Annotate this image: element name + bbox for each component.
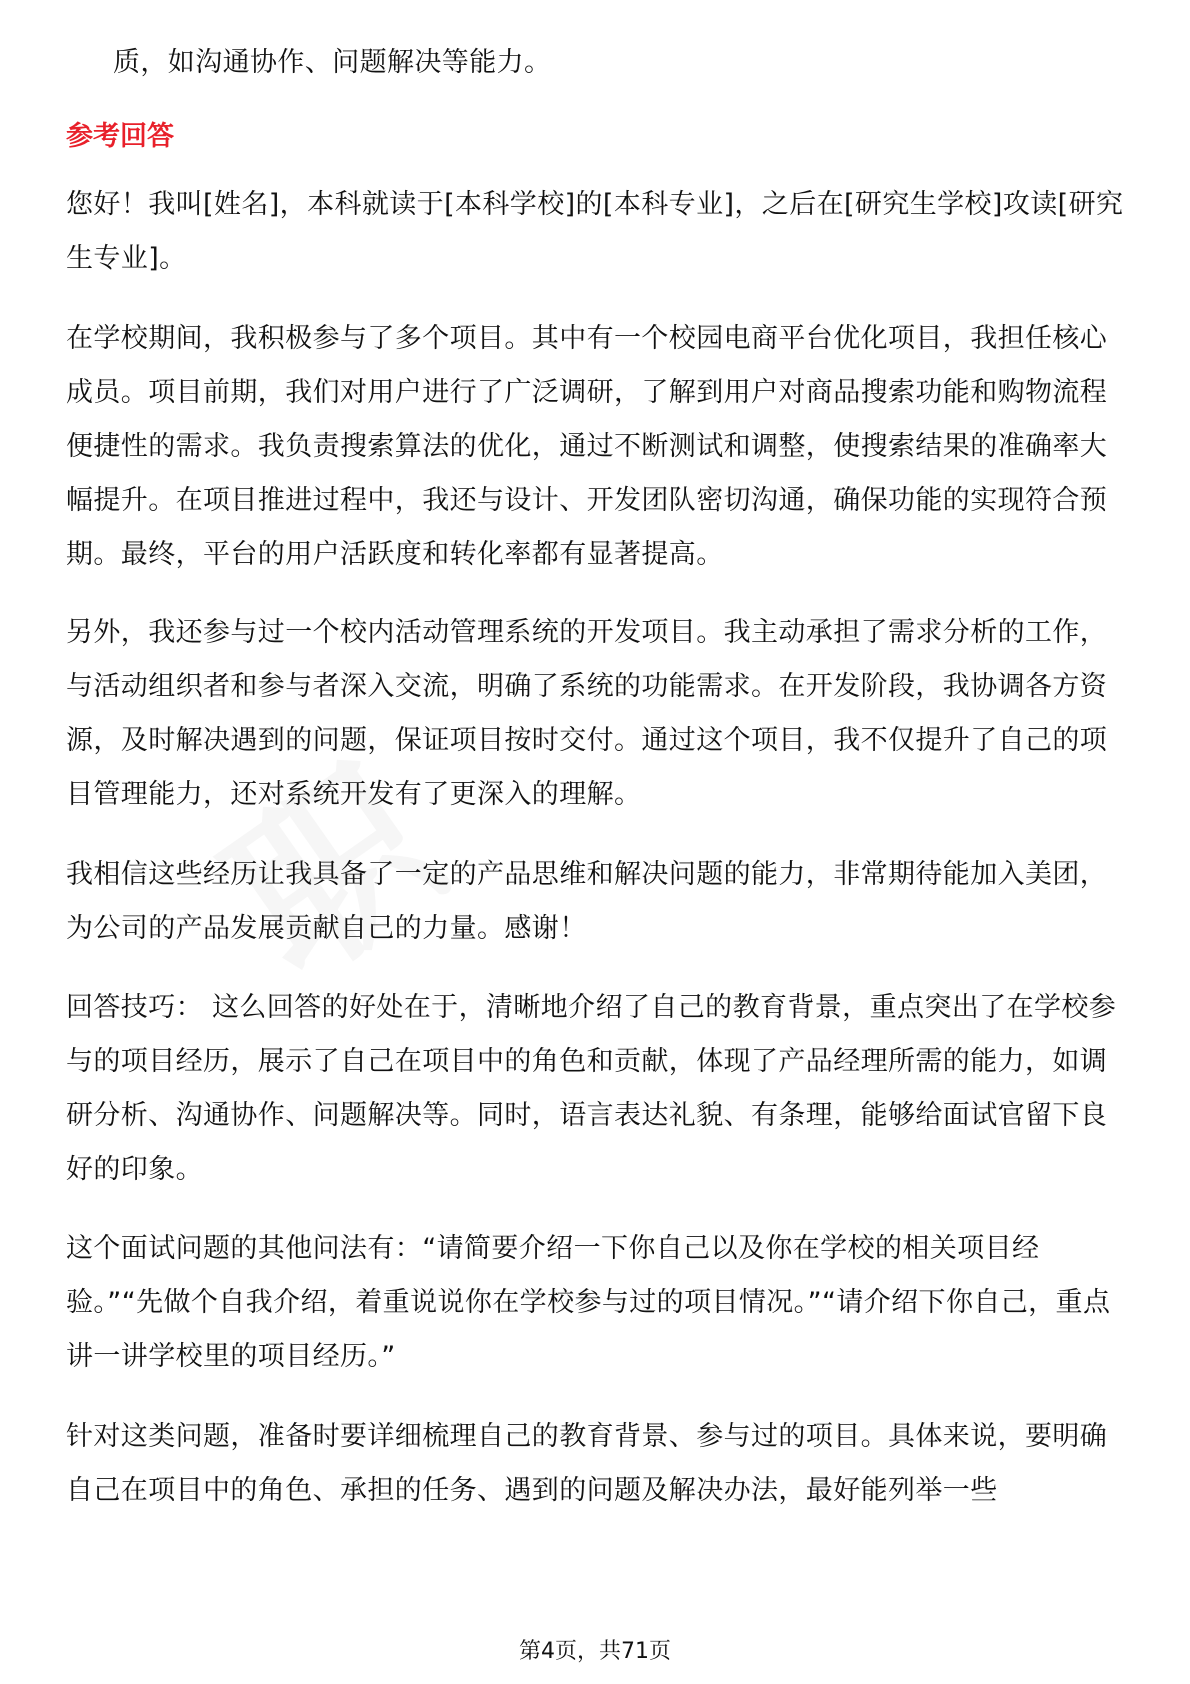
paragraph-intro: 您好！我叫[姓名]，本科就读于[本科学校]的[本科专业]，之后在[研究生学校]攻读[研究生专业]。 bbox=[66, 189, 1124, 274]
page-footer: 第4页，共71页 bbox=[519, 1639, 671, 1664]
paragraph-project-two: 另外，我还参与过一个校内活动管理系统的开发项目。我主动承担了需求分析的工作，与活动组织者和参与者深入交流，明确了系统的功能需求。在开发阶段，我协调各方资源，及时解决遇到的问题，保证项目按时交付。通过这个项目，我不仅提升了自己的项目管理能力，还对系统开发有了更深入的理解。 bbox=[66, 617, 1108, 810]
section-heading: 参考回答 bbox=[66, 121, 174, 152]
paragraph-answer-tips: 回答技巧： 这么回答的好处在于，清晰地介绍了自己的教育背景，重点突出了在学校参与的项目经历，展示了自己在项目中的角色和贡献，体现了产品经理所需的能力，如调研分析、沟通协作、问题解决等。同时，语言表达礼貌、有条理，能够给面试官留下良好的印象。 bbox=[66, 992, 1117, 1185]
continuation-line: 质，如沟通协作、问题解决等能力。 bbox=[113, 47, 552, 78]
paragraph-project-one: 在学校期间，我积极参与了多个项目。其中有一个校园电商平台优化项目，我担任核心成员。项目前期，我们对用户进行了广泛调研，了解到用户对商品搜索功能和购物流程便捷性的需求。我负责搜索算法的优化，通过不断测试和调整，使搜索结果的准确率大幅提升。在项目推进过程中，我还与设计、开发团队密切沟通，确保功能的实现符合预期。最终，平台的用户活跃度和转化率都有显著提高。 bbox=[66, 323, 1108, 570]
paragraph-preparation: 针对这类问题，准备时要详细梳理自己的教育背景、参与过的项目。具体来说，要明确自己在项目中的角色、承担的任务、遇到的问题及解决办法，最好能列举一些 bbox=[66, 1421, 1108, 1506]
paragraph-closing: 我相信这些经历让我具备了一定的产品思维和解决问题的能力，非常期待能加入美团，为公司的产品发展贡献自己的力量。感谢！ bbox=[66, 859, 1108, 944]
paragraph-alternative-questions: 这个面试问题的其他问法有：“请简要介绍一下你自己以及你在学校的相关项目经验。”“先做个自我介绍，着重说说你在学校参与过的项目情况。”“请介绍下你自己，重点讲一讲学校里的项目经历。” bbox=[66, 1233, 1111, 1372]
